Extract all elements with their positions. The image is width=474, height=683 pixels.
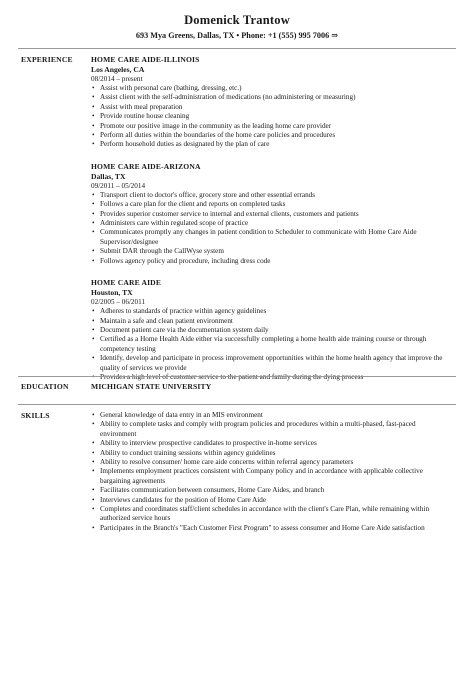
bullet-icon: • [92,372,95,381]
bullet-item [91,84,447,93]
bullet-item [91,326,447,335]
bullet-text: Submit DAR through the CallWyse system [100,247,224,256]
bullet-icon: • [92,190,95,199]
bullet-icon: • [92,219,95,228]
bullet-item [91,524,447,533]
job-dates: 09/2011 – 05/2014 [91,181,146,190]
bullet-text: Assist with meal preparation [100,102,183,111]
bullet-item [91,228,447,247]
bullet-icon: • [92,335,95,344]
bullet-icon: • [92,307,95,316]
bullet-text: Ability to conduct training sessions within agency guidelines [100,448,276,457]
bullet-text: Adheres to standards of practice within agency guidelines [100,307,267,316]
job-entry [91,278,447,382]
bullet-text: Ability to resolve consumer/ home care aide concerns within referral agency parameters [100,458,354,467]
contact-line: 693 Mya Greens, Dallas, TX • Phone: +1 (555) 995 7006 ⇒ [135,31,339,40]
bullet-item [91,373,447,382]
job-title: HOME CARE AIDE-ILLINOIS [91,55,200,64]
job-location: Dallas, TX [91,171,126,181]
bullet-item [91,122,447,131]
bullet-icon: • [92,467,95,476]
experience-heading: EXPERIENCE [21,55,73,64]
experience-divider [18,376,456,377]
bullet-item [91,200,447,209]
bullet-item [91,247,447,256]
bullet-text: Provide routine house cleaning [100,112,190,121]
bullet-icon: • [92,354,95,363]
job-entry [91,55,447,150]
candidate-name: Domenick Trantow [184,13,290,27]
bullet-text: Follows agency policy and procedure, including dress code [100,256,271,265]
bullet-text: Interviews candidates for the position of Home Care Aide [100,495,267,504]
bullet-text: General knowledge of data entry in an MIS environment [100,411,263,419]
bullet-icon: • [92,228,95,237]
bullet-icon: • [92,448,95,457]
job-dates: 08/2014 – present [91,75,143,83]
bullet-text: Ability to interview prospective candidates to prospective in-home services [100,439,317,448]
bullet-item [91,307,447,316]
job-bullets [91,84,447,150]
bullet-text: Ability to complete tasks and comply with program policies and procedures within a multi-phased, fast-paced environment [100,420,416,438]
bullet-icon: • [92,93,95,102]
bullet-item [91,449,447,458]
bullet-icon: • [92,486,95,495]
skills-heading: SKILLS [21,411,50,420]
bullet-text: Perform household duties as designated by the plan of care [100,140,270,149]
bullet-text: Certified as a Home Health Aide either via successfully completing a home health aide training course or through competency testing [100,335,427,353]
bullet-text: Facilitates communication between consumers, Home Care Aides, and branch [100,486,325,495]
bullet-icon: • [92,131,95,140]
job-location: Los Angeles, CA [91,65,145,74]
bullet-icon: • [92,102,95,111]
bullet-item [91,354,447,373]
bullet-text: Provides a high level of customer service to the patient and family during the dying process [100,372,364,381]
bullet-icon: • [92,420,95,429]
bullet-item [91,210,447,219]
bullet-icon: • [92,247,95,256]
bullet-item [91,496,447,505]
bullet-icon: • [92,316,95,325]
bullet-icon: • [92,411,95,419]
job-bullets [91,307,447,382]
bullet-text: Maintain a safe and clean patient environment [100,316,233,325]
bullet-text: Communicates promptly any changes in patient condition to Scheduler to communicate with Home Care Aide Supervisor/designee [100,228,417,246]
bullet-item [91,219,447,228]
bullet-icon: • [92,495,95,504]
resume-header [0,12,474,41]
bullet-text: Assist with personal care (bathing, dressing, etc.) [100,84,242,92]
bullet-icon: • [92,121,95,130]
education-divider [18,404,456,405]
bullet-icon: • [92,200,95,209]
bullet-item [91,335,447,354]
bullet-item [91,93,447,102]
bullet-icon: • [92,439,95,448]
experience-section [91,55,447,394]
bullet-icon: • [92,523,95,532]
bullet-icon: • [92,458,95,467]
bullet-text: Document patient care via the documentation system daily [100,325,269,334]
bullet-icon: • [92,84,95,92]
bullet-icon: • [92,325,95,334]
bullet-item [91,257,447,266]
bullet-icon: • [92,209,95,218]
bullet-item [91,140,447,149]
bullet-text: Follows a care plan for the client and reports on completed tasks [100,200,286,209]
bullet-text: Perform all duties within the boundaries of the home care policies and procedures [100,131,336,140]
bullet-item [91,505,447,524]
header-divider [18,48,456,49]
bullet-item [91,103,447,112]
job-location: Houston, TX [91,288,133,298]
bullet-text: Administers care within regulated scope of practice [100,219,249,228]
job-bullets [91,191,447,266]
skills-section [91,411,447,533]
bullet-item [91,317,447,326]
bullet-item [91,420,447,439]
bullet-text: Provides superior customer service to internal and external clients, customers and patients [100,209,359,218]
bullet-text: Completes and coordinates staff/client schedules in accordance with the client's Care Plan, while remaining within authorized service hours [100,505,430,523]
education-section [91,382,447,392]
bullet-item [91,191,447,200]
school-name: MICHIGAN STATE UNIVERSITY [91,382,212,391]
bullet-item [91,131,447,140]
bullet-item [91,486,447,495]
bullet-text: Promote our positive image in the community as the leading home care provider [100,121,332,130]
bullet-text: Implements employment practices consistent with Company policy and in accordance with applicable collective bargaining agreements [100,467,423,485]
education-heading: EDUCATION [21,382,69,391]
bullet-text: Assist client with the self-administration of medications (no administering or measuring) [100,93,356,102]
job-title: HOME CARE AIDE [91,278,162,288]
bullet-text: Participates in the Branch's "Each Customer First Program" to assess consumer and Home Care Aide satisfaction [100,523,425,532]
job-title: HOME CARE AIDE-ARIZONA [91,161,201,171]
bullet-item [91,112,447,121]
bullet-text: Transport client to doctor's office, grocery store and other essential errands [100,190,316,199]
bullet-item [91,439,447,448]
bullet-icon: • [92,140,95,149]
job-dates: 02/2005 – 06/2011 [91,298,146,307]
job-entry [91,162,447,266]
bullet-item [91,411,447,420]
bullet-text: Identify, develop and participate in process improvement opportunities within the home health agency that improve the quality of services we provide [100,354,443,372]
skills-list [91,411,447,533]
bullet-icon: • [92,112,95,121]
bullet-item [91,458,447,467]
bullet-icon: • [92,505,95,514]
bullet-icon: • [92,256,95,265]
bullet-item [91,467,447,486]
